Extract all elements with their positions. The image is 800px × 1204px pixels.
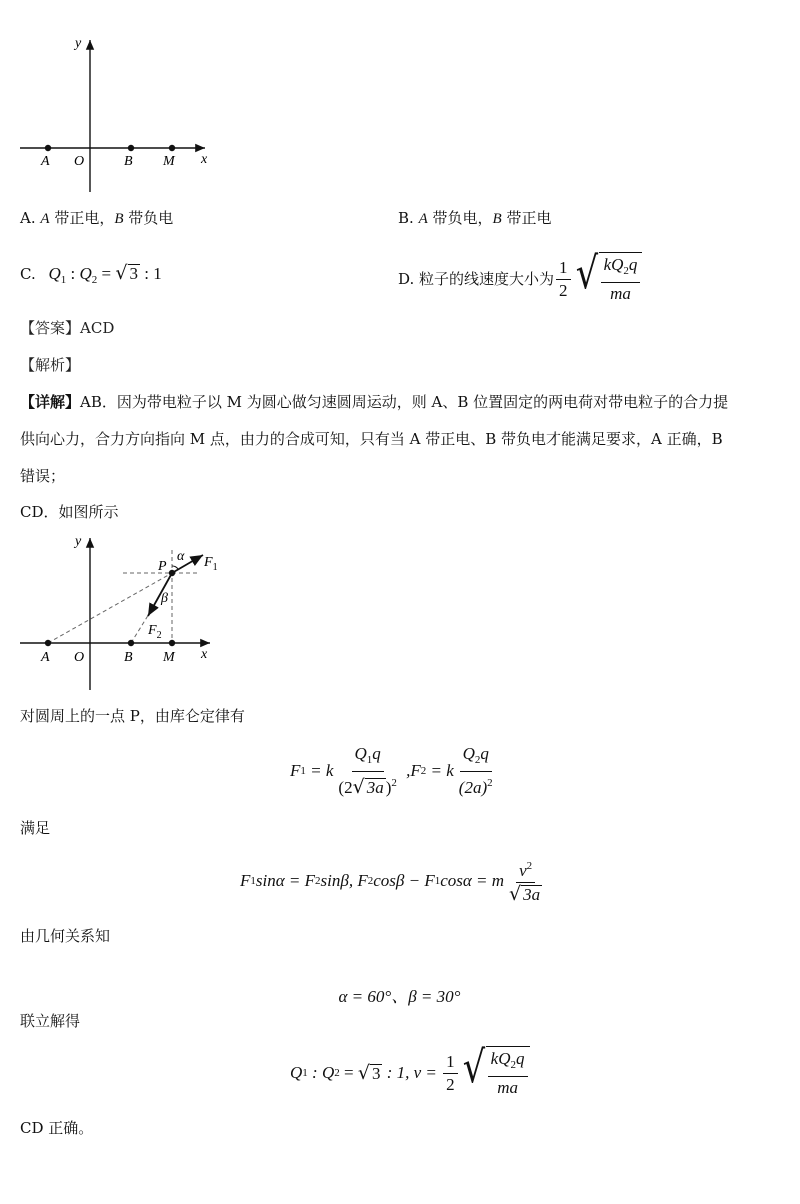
point-p [169,570,175,576]
satisfy-text: 满足 [20,819,51,837]
o-label: O [74,650,85,665]
y-label: y [75,534,82,549]
detail-line-2: 供向心力，合力方向指向 M 点，由力的合成可知，只有当 A 带正电、B 带负电才能满足要求，A 正确，B [20,430,723,448]
detail-line-1: 【详解】AB．因为带电粒子以 M 为圆心做匀速圆周运动，则 A、B 位置固定的两电荷对带电粒子的合力提 [20,393,729,411]
force-figure-2 [15,530,235,695]
m-label: M [163,650,175,665]
y-label: y [75,36,82,51]
a-label: A [41,650,50,665]
b-label: B [124,154,133,169]
coulomb-text: 对圆周上的一点 P，由库仑定律有 [20,707,245,725]
axis-figure-1 [15,30,225,200]
option-c: C. $Q_1$ : $Q_2$ = √ 3 : 1 [20,262,162,286]
equation-coulomb: F 1 = k $\frac{Q_1q}{(2√ 3a )^2}$ ,F 2 = k $\frac{Q_2q}{(2a)^2}$ [290,744,493,798]
point-b [128,640,134,646]
point-m [169,640,175,646]
x-label: x [201,647,208,662]
equation-angles: α = 60°、β = 30° [338,987,461,1006]
conclusion-text: CD 正确。 [20,1119,94,1137]
f1-label: $F_1$ [204,555,218,573]
m-label: M [163,154,175,169]
alpha-arc [172,566,178,569]
o-label: O [74,154,85,169]
option-a: A. A 带正电，B 带负电 [20,209,174,227]
option-b: B. A 带负电，B 带正电 [398,209,552,227]
answer-line: 【答案】ACD [20,319,115,337]
equation-result: Q 1 : Q 2 = √ 3 : 1, v = $\frac{1}{2}$ √ $\frac{kQ_2q}{ma}$ [290,1046,530,1100]
detail-line-4: CD．如图所示 [20,503,119,521]
equation-force-balance: F 1 sinα = F 2 sinβ, F 2 cosβ − F 1 cosα = m $\frac{v^2}{√ 3a}$ [240,856,547,905]
alpha-label: α [177,549,185,564]
solve-text: 联立解得 [20,1012,81,1030]
point-b [128,145,134,151]
b-label: B [124,650,133,665]
beta-label: β [161,591,168,606]
p-label: P [158,559,167,574]
detail-line-3: 错误； [20,467,66,485]
a-label: A [41,154,50,169]
option-d: D. 粒子的线速度大小为 $\frac{1}{2}$ √ $\frac{kQ_2q}{ma}$ [398,252,642,306]
point-a [45,640,51,646]
point-m [169,145,175,151]
f2-label: $F_2$ [148,623,162,641]
geometry-text: 由几何关系知 [20,927,111,945]
x-label: x [201,152,208,167]
point-a [45,145,51,151]
analysis-label: 【解析】 [20,356,81,374]
